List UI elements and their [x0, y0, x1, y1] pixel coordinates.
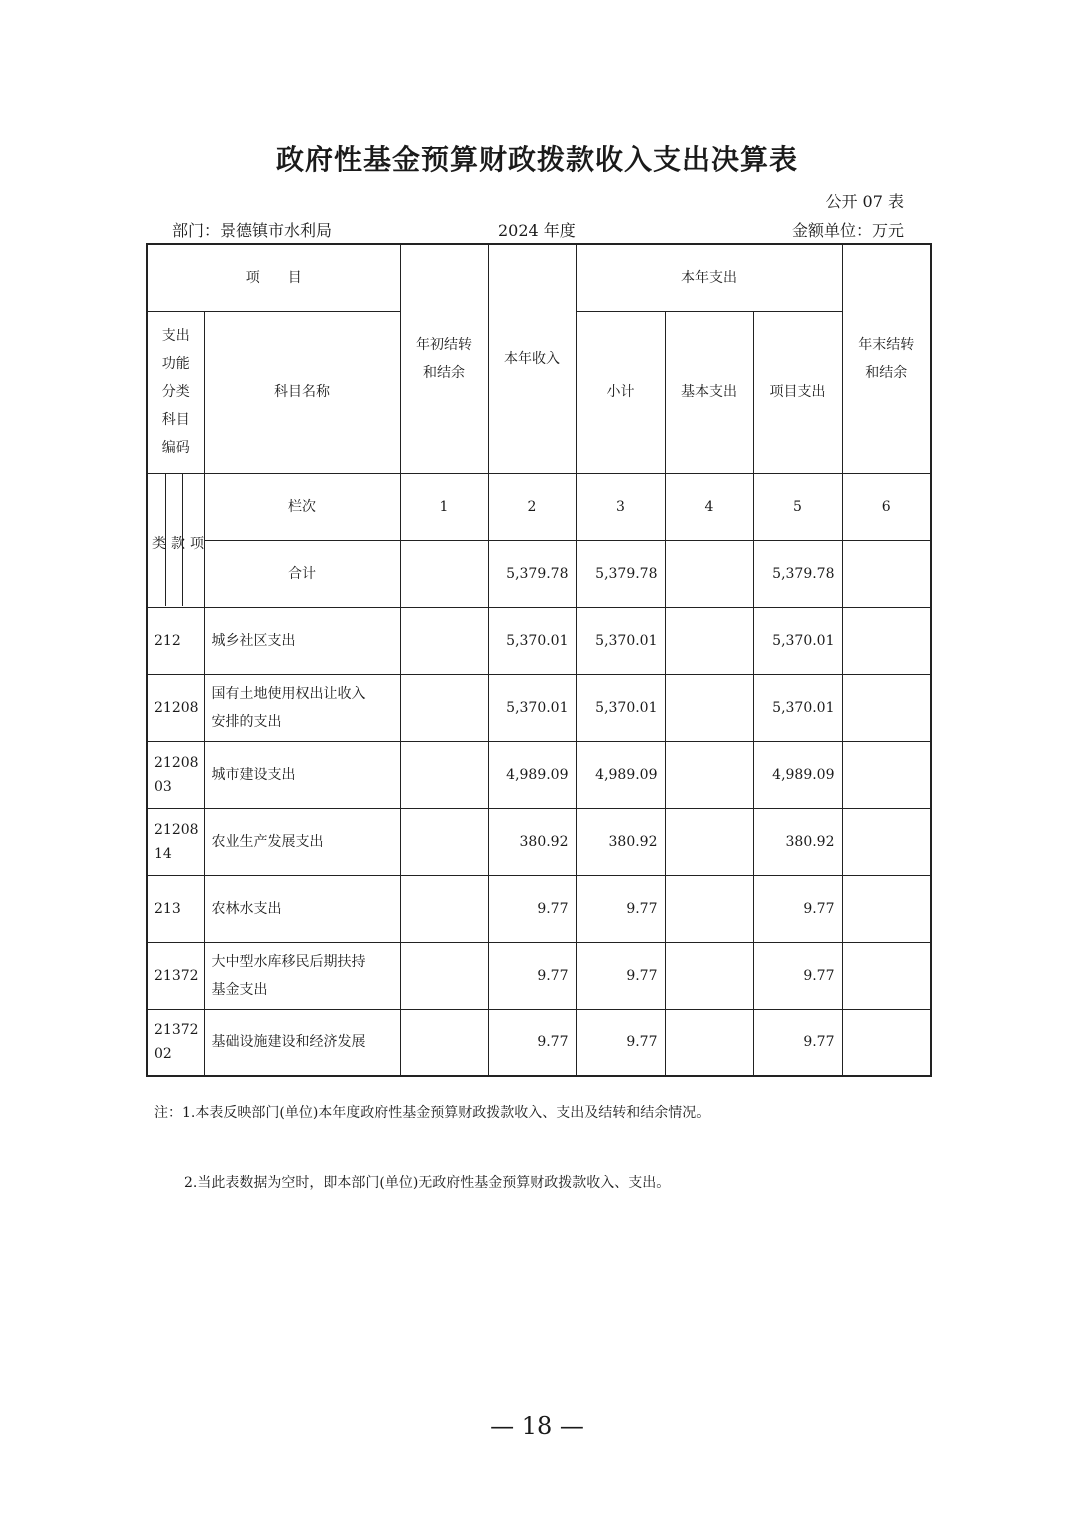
- row-opening: [400, 607, 488, 674]
- table-row: [147, 808, 931, 875]
- row-income: 380.92: [488, 808, 576, 875]
- row-project: 9.77: [753, 942, 842, 1009]
- code-line: 14: [154, 845, 172, 862]
- column-number-label: 栏次: [204, 473, 400, 540]
- department-label: 部门：景德镇市水利局: [172, 221, 333, 240]
- row-opening: [400, 808, 488, 875]
- row-basic: [665, 942, 753, 1009]
- row-name: [204, 808, 400, 875]
- row-project: 5,370.01: [753, 607, 842, 674]
- name-line: 城乡社区支出: [211, 632, 296, 649]
- header-code-line-2: 功能: [161, 356, 190, 372]
- lei-label: 类: [152, 535, 166, 552]
- row-project: 5,370.01: [753, 674, 842, 741]
- header-opening-line-2: 和结余: [423, 364, 465, 381]
- row-subtotal: 9.77: [576, 875, 665, 942]
- code-line: 21372: [154, 967, 199, 984]
- page-title: 政府性基金预算财政拨款收入支出决算表: [275, 143, 798, 176]
- header-item: 项 目: [147, 244, 400, 311]
- total-income: 5,379.78: [488, 540, 576, 607]
- row-opening: [400, 741, 488, 808]
- header-current-income: 本年收入: [488, 244, 576, 473]
- row-opening: [400, 674, 488, 741]
- row-subtotal: 4,989.09: [576, 741, 665, 808]
- row-code: [147, 1009, 204, 1076]
- row-income: 9.77: [488, 875, 576, 942]
- header-subject-name: 科目名称: [204, 311, 400, 473]
- name-line: 城市建设支出: [211, 766, 296, 783]
- row-subtotal: 9.77: [576, 1009, 665, 1076]
- row-closing: [842, 674, 931, 741]
- row-subtotal: 5,370.01: [576, 607, 665, 674]
- name-line: 基金支出: [211, 981, 268, 998]
- code-line: 03: [154, 778, 172, 795]
- code-line: 21372: [154, 1022, 199, 1039]
- row-name: [204, 942, 400, 1009]
- budget-table: [146, 243, 932, 1077]
- fiscal-year-label: 2024 年度: [498, 221, 576, 240]
- row-closing: [842, 741, 931, 808]
- code-line: 213: [154, 900, 181, 917]
- table-row: [147, 741, 931, 808]
- header-project-expense: 项目支出: [753, 311, 842, 473]
- column-number: 1: [400, 473, 488, 540]
- row-project: 380.92: [753, 808, 842, 875]
- amount-unit-label: 金额单位：万元: [791, 221, 904, 240]
- code-line: 212: [154, 632, 181, 649]
- row-income: 9.77: [488, 942, 576, 1009]
- column-number: 3: [576, 473, 665, 540]
- total-closing: [842, 540, 931, 607]
- header-code-line-5: 编码: [161, 440, 190, 456]
- row-basic: [665, 875, 753, 942]
- total-row: [147, 540, 931, 607]
- code-line: 02: [154, 1046, 172, 1063]
- row-opening: [400, 875, 488, 942]
- form-number: 公开 07 表: [825, 192, 904, 211]
- column-number-row: [147, 473, 931, 540]
- total-label: 合计: [204, 540, 400, 607]
- row-code: [147, 808, 204, 875]
- row-project: 9.77: [753, 875, 842, 942]
- name-line: 安排的支出: [211, 713, 282, 730]
- row-basic: [665, 808, 753, 875]
- row-subtotal: 5,370.01: [576, 674, 665, 741]
- header-basic-expense: 基本支出: [665, 311, 753, 473]
- row-basic: [665, 674, 753, 741]
- page-number: — 18 —: [490, 1412, 584, 1440]
- row-closing: [842, 808, 931, 875]
- header-closing-balance: [842, 244, 931, 473]
- row-name: [204, 875, 400, 942]
- header-opening-line-1: 年初结转: [416, 336, 472, 353]
- row-opening: [400, 1009, 488, 1076]
- row-basic: [665, 607, 753, 674]
- header-opening-balance: [400, 244, 488, 473]
- row-project: 4,989.09: [753, 741, 842, 808]
- row-closing: [842, 942, 931, 1009]
- footnote-1: 注：1.本表反映部门(单位)本年度政府性基金预算财政拨款收入、支出及结转和结余情况。: [154, 1105, 711, 1121]
- header-current-expense: 本年支出: [576, 244, 842, 311]
- row-name: [204, 741, 400, 808]
- row-subtotal: 9.77: [576, 942, 665, 1009]
- row-closing: [842, 607, 931, 674]
- header-code-line-3: 分类: [161, 384, 190, 400]
- row-project: 9.77: [753, 1009, 842, 1076]
- column-number: 5: [753, 473, 842, 540]
- row-opening: [400, 942, 488, 1009]
- header-closing-line-1: 年末结转: [858, 336, 915, 353]
- row-name: [204, 674, 400, 741]
- column-number: 2: [488, 473, 576, 540]
- row-closing: [842, 1009, 931, 1076]
- table-row: [147, 875, 931, 942]
- row-income: 9.77: [488, 1009, 576, 1076]
- row-code: [147, 607, 204, 674]
- header-closing-line-2: 和结余: [865, 364, 908, 381]
- code-line: 21208: [154, 821, 199, 838]
- header-subtotal: 小计: [576, 311, 665, 473]
- row-name: [204, 1009, 400, 1076]
- name-line: 大中型水库移民后期扶持: [211, 953, 366, 970]
- name-line: 国有土地使用权出让收入: [211, 685, 366, 702]
- total-subtotal: 5,379.78: [576, 540, 665, 607]
- row-basic: [665, 1009, 753, 1076]
- row-code: [147, 741, 204, 808]
- row-income: 5,370.01: [488, 674, 576, 741]
- row-code: [147, 942, 204, 1009]
- table-row: [147, 1009, 931, 1076]
- total-opening: [400, 540, 488, 607]
- header-code-line-1: 支出: [161, 328, 190, 344]
- total-project: 5,379.78: [753, 540, 842, 607]
- row-code: [147, 674, 204, 741]
- code-line: 21208: [154, 699, 199, 716]
- row-subtotal: 380.92: [576, 808, 665, 875]
- row-income: 5,370.01: [488, 607, 576, 674]
- header-row-1: [147, 244, 931, 311]
- header-code: [147, 311, 204, 473]
- row-closing: [842, 875, 931, 942]
- column-number: 6: [842, 473, 931, 540]
- code-line: 21208: [154, 754, 199, 771]
- row-income: 4,989.09: [488, 741, 576, 808]
- lei-kuan-xiang-block: [148, 474, 204, 606]
- name-line: 农业生产发展支出: [211, 833, 324, 850]
- row-name: [204, 607, 400, 674]
- table-row: [147, 942, 931, 1009]
- row-basic: [665, 741, 753, 808]
- column-number: 4: [665, 473, 753, 540]
- table-row: [147, 674, 931, 741]
- name-line: 基础设施建设和经济发展: [211, 1034, 366, 1051]
- lei-kuan-xiang-cell: [147, 473, 204, 607]
- table-row: [147, 607, 931, 674]
- total-basic: [665, 540, 753, 607]
- footnote-2: 2.当此表数据为空时，即本部门(单位)无政府性基金预算财政拨款收入、支出。: [184, 1175, 671, 1191]
- xiang-label: 项: [190, 535, 204, 552]
- name-line: 农林水支出: [211, 900, 282, 917]
- row-code: [147, 875, 204, 942]
- kuan-label: 款: [171, 535, 185, 552]
- header-code-line-4: 科目: [161, 412, 190, 428]
